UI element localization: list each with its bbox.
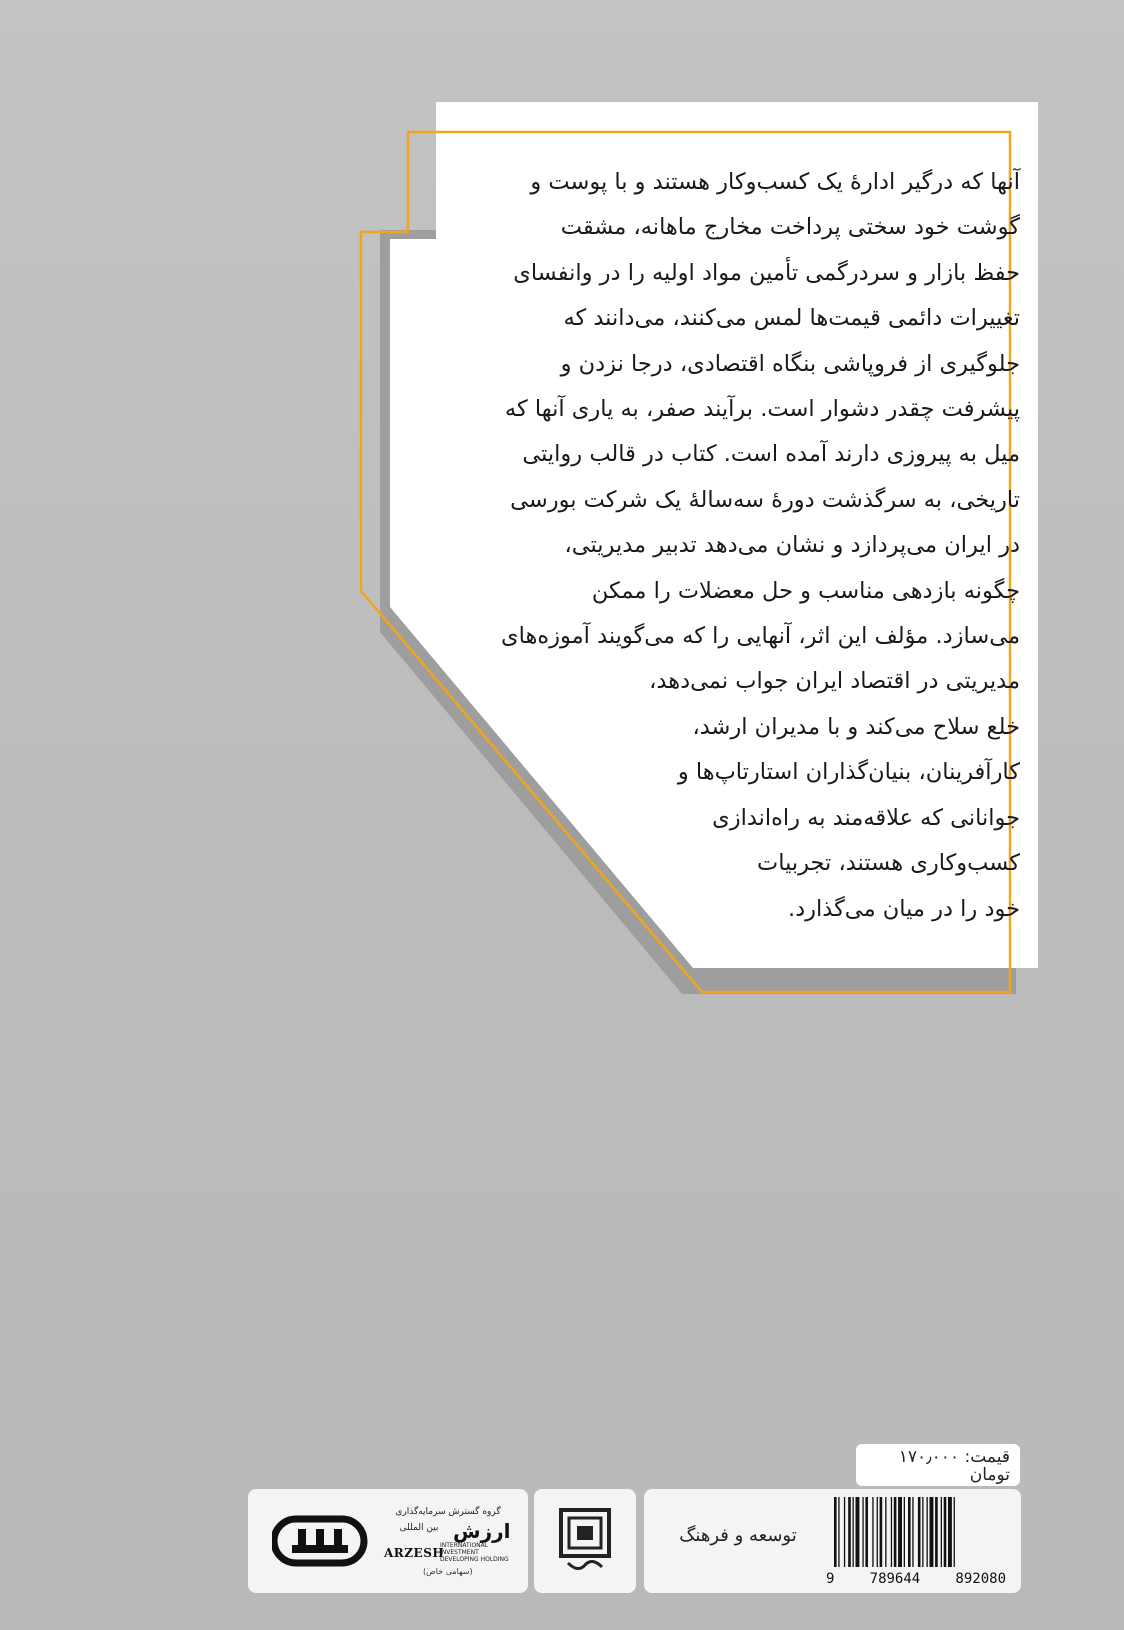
barcode-bar xyxy=(872,1497,873,1567)
barcode-bar xyxy=(856,1497,860,1567)
blurb-line: جلوگیری از فروپاشی بنگاه اقتصادی، درجا نزدن و xyxy=(560,350,1020,377)
barcode-bar xyxy=(880,1497,883,1567)
blurb-line: چگونه بازدهی مناسب و حل معضلات را ممکن xyxy=(591,577,1020,604)
isbn-digit-group: 789644 xyxy=(869,1571,921,1587)
arzesh-name-en: ARZESH xyxy=(384,1546,445,1560)
publisher-seal-card xyxy=(534,1489,636,1593)
price-tag xyxy=(856,1444,1020,1486)
barcode-bar xyxy=(941,1497,942,1567)
arzesh-bain-label: بین المللی xyxy=(399,1523,439,1533)
back-cover-blurb xyxy=(395,160,1020,932)
blurb-line: پیشرفت چقدر دشوار است. برآیند صفر، به یاری آنها که xyxy=(504,396,1020,423)
blurb-line: حفظ بازار و سردرگمی تأمین مواد اولیه را در وانفسای xyxy=(513,259,1020,286)
barcode-bar xyxy=(944,1497,947,1567)
barcode-bar xyxy=(834,1497,837,1567)
arzesh-sponsor-card xyxy=(248,1489,528,1593)
barcode-bar xyxy=(922,1497,923,1567)
blurb-line: جوانانی که علاقه‌مند به راه‌اندازی xyxy=(712,804,1020,831)
barcode-bar xyxy=(898,1497,902,1567)
barcode-bar xyxy=(885,1497,886,1567)
barcode-bar xyxy=(918,1497,921,1567)
publisher-name: توسعه و فرهنگ xyxy=(679,1525,797,1546)
barcode-bar xyxy=(844,1497,845,1567)
barcode-bar xyxy=(877,1497,878,1567)
blurb-line: مدیریتی در اقتصاد ایران جواب نمی‌دهد، xyxy=(649,668,1020,695)
barcode-bar xyxy=(838,1497,839,1567)
blurb-line: آنها که درگیر ادارهٔ یک کسب‌وکار هستند و با پوست و xyxy=(530,169,1020,195)
arzesh-group-label: گروه گسترش سرمایه‌گذاری xyxy=(395,1507,501,1517)
isbn-digit-group: 892080 xyxy=(955,1571,1006,1587)
isbn-digit-group: 9 xyxy=(826,1571,835,1587)
barcode-bar xyxy=(912,1497,913,1567)
blurb-line: کارآفرینان، بنیان‌گذاران استارتاپ‌ها و xyxy=(677,759,1020,786)
barcode-bar xyxy=(930,1497,934,1567)
barcode-bar xyxy=(848,1497,851,1567)
barcode-bar xyxy=(894,1497,897,1567)
isbn-barcode xyxy=(832,1497,1008,1569)
publisher-seal-icon xyxy=(558,1507,612,1575)
isbn-number xyxy=(826,1571,1006,1587)
barcode-bar xyxy=(891,1497,892,1567)
barcode-bar xyxy=(927,1497,928,1567)
barcode-bar xyxy=(862,1497,863,1567)
barcode-bar xyxy=(954,1497,955,1567)
barcode-bar xyxy=(904,1497,905,1567)
price-label: قیمت: ۱۷۰٫۰۰۰ تومان xyxy=(898,1447,1010,1485)
blurb-line: می‌سازد. مؤلف این اثر، آنهایی را که می‌گویند آموزه‌های xyxy=(501,623,1020,650)
barcode-bar xyxy=(935,1497,938,1567)
arzesh-company-type: (سهامی خاص) xyxy=(423,1567,473,1576)
blurb-line: خود را در میان می‌گذارد. xyxy=(788,895,1020,922)
blurb-line: میل به پیروزی دارند آمده است. کتاب در قالب روایتی xyxy=(522,441,1020,468)
blurb-line: کسب‌وکاری هستند، تجربیات xyxy=(757,850,1020,877)
arzesh-logo-icon xyxy=(272,1515,368,1567)
blurb-line: خلع سلاح می‌کند و با مدیران ارشد، xyxy=(692,713,1020,740)
arzesh-name-en-sub: INTERNATIONAL INVESTMENT DEVELOPING HOLDING xyxy=(440,1542,509,1563)
blurb-line: گوشت خود سختی پرداخت مخارج ماهانه، مشقت xyxy=(560,214,1020,241)
barcode-bar xyxy=(865,1497,868,1567)
barcode-bar xyxy=(853,1497,854,1567)
barcode-bar xyxy=(948,1497,952,1567)
blurb-line: تاریخی، به سرگذشت دورهٔ سه‌سالهٔ یک شرکت بورسی xyxy=(510,486,1020,513)
barcode-bar xyxy=(908,1497,911,1567)
blurb-line: در ایران می‌پردازد و نشان می‌دهد تدبیر مدیریتی، xyxy=(564,532,1020,559)
publisher-card xyxy=(644,1489,1021,1593)
blurb-line: تغییرات دائمی قیمت‌ها لمس می‌کنند، می‌دانند که xyxy=(563,305,1020,332)
arzesh-name-fa: ارزش xyxy=(453,1519,511,1543)
